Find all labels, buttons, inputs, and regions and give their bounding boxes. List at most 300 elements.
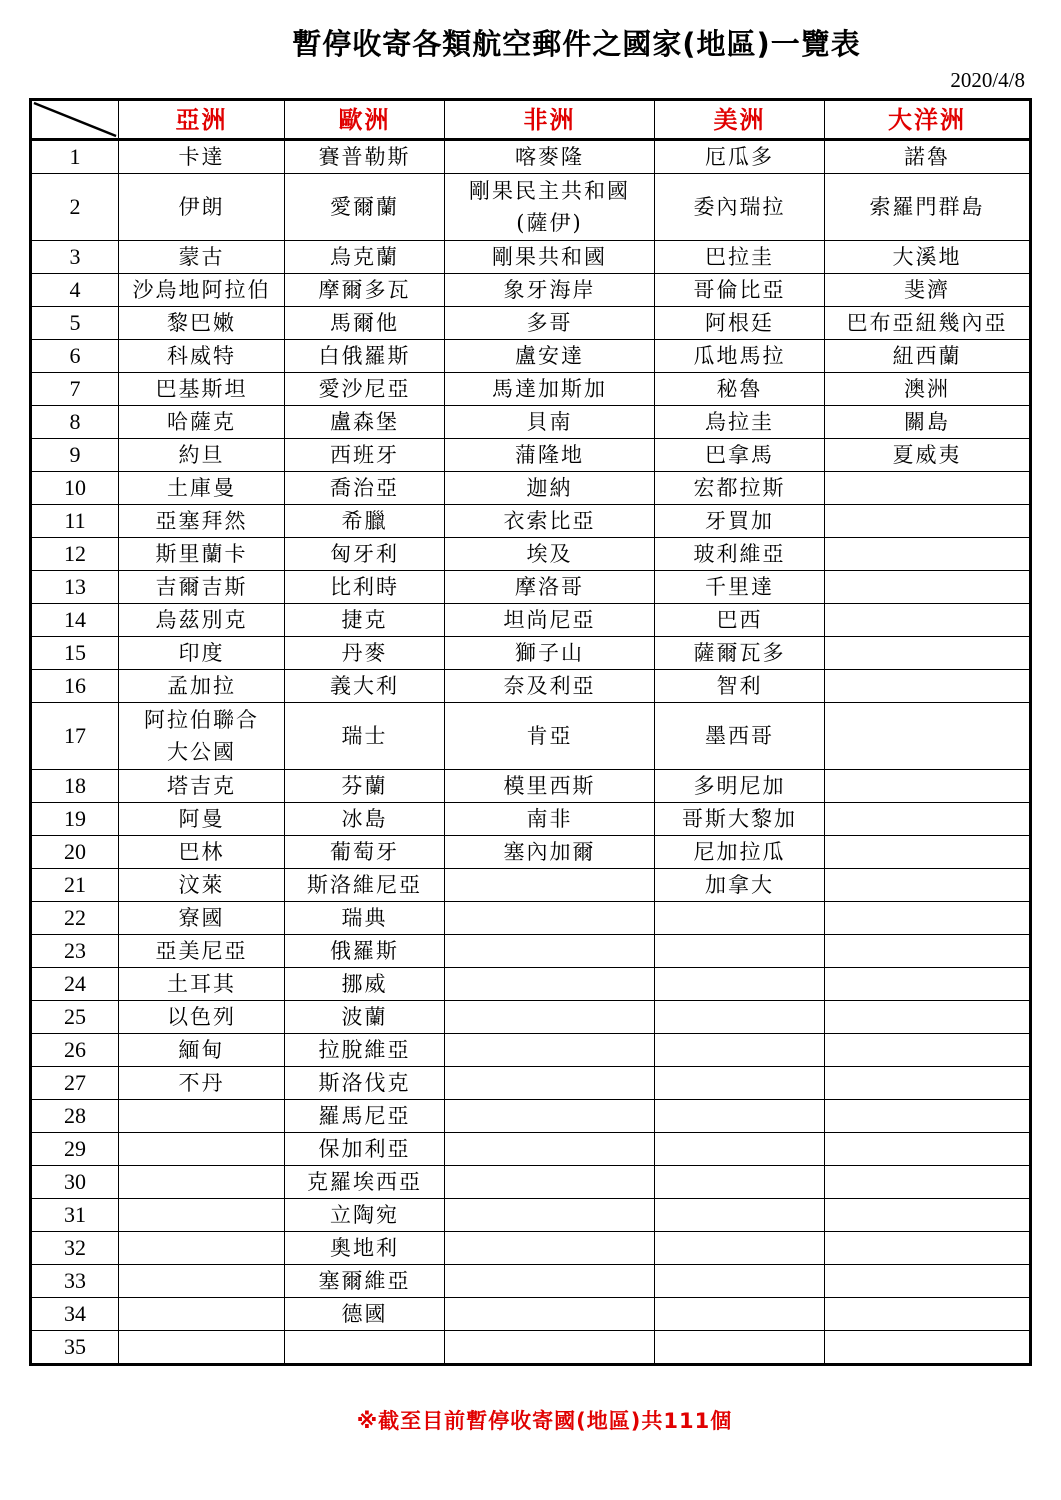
row-number <box>31 472 119 505</box>
cell-europe-text: 白俄羅斯 <box>318 344 411 368</box>
document-date: 2020/4/8 <box>950 68 1025 92</box>
row-number <box>31 439 119 472</box>
cell-america <box>655 140 825 174</box>
header-row <box>31 100 1031 140</box>
cell-america-text: 瓜地馬拉 <box>693 344 786 368</box>
cell-europe <box>285 241 445 274</box>
table-row <box>31 1199 1031 1232</box>
cell-europe-text: 斯洛伐克 <box>318 1071 411 1095</box>
row-number-text: 9 <box>69 442 81 467</box>
cell-asia <box>119 1133 285 1166</box>
row-number-text: 2 <box>69 194 81 219</box>
table-row <box>31 571 1031 604</box>
row-number <box>31 1100 119 1133</box>
cell-europe-text: 挪威 <box>341 972 388 996</box>
cell-africa <box>445 670 655 703</box>
cell-oceania-text: 大溪地 <box>892 245 962 269</box>
cell-europe-text: 義大利 <box>330 674 399 698</box>
cell-america <box>655 1034 825 1067</box>
row-number <box>31 406 119 439</box>
cell-asia-text: 沙烏地阿拉伯 <box>132 278 271 302</box>
table-row <box>31 373 1031 406</box>
cell-europe-text: 拉脫維亞 <box>318 1038 411 1062</box>
cell-africa <box>445 1199 655 1232</box>
cell-america <box>655 869 825 902</box>
cell-europe <box>285 505 445 538</box>
cell-america <box>655 935 825 968</box>
cell-america <box>655 1331 825 1365</box>
cell-oceania-text: 諾魯 <box>904 145 950 169</box>
row-number-text: 4 <box>69 277 81 302</box>
cell-asia <box>119 935 285 968</box>
row-number <box>31 274 119 307</box>
row-number-text: 26 <box>64 1037 86 1062</box>
cell-asia <box>119 505 285 538</box>
cell-africa <box>445 1298 655 1331</box>
cell-america-text: 尼加拉瓜 <box>693 840 786 864</box>
cell-africa-text: 埃及 <box>526 542 573 566</box>
header-america: 美洲 <box>655 100 825 140</box>
cell-africa <box>445 340 655 373</box>
cell-europe-text: 塞爾維亞 <box>318 1269 411 1293</box>
cell-europe <box>285 1232 445 1265</box>
row-number-text: 17 <box>64 723 86 748</box>
cell-africa <box>445 373 655 406</box>
cell-oceania <box>825 1232 1031 1265</box>
cell-asia-text: 土耳其 <box>167 972 236 996</box>
cell-europe <box>285 307 445 340</box>
table-row <box>31 174 1031 241</box>
cell-africa-text: 盧安達 <box>515 344 584 368</box>
cell-asia-text: 約旦 <box>178 443 225 467</box>
cell-america <box>655 1001 825 1034</box>
row-number <box>31 770 119 803</box>
cell-america-text: 多明尼加 <box>693 774 786 798</box>
cell-europe <box>285 571 445 604</box>
cell-asia-text: 土庫曼 <box>167 476 236 500</box>
cell-asia <box>119 472 285 505</box>
cell-africa-text-line2: (薩伊) <box>516 211 583 235</box>
cell-asia <box>119 1166 285 1199</box>
row-number <box>31 241 119 274</box>
cell-asia <box>119 770 285 803</box>
row-number <box>31 1199 119 1232</box>
cell-europe <box>285 968 445 1001</box>
title-text: 暫停收寄各類航空郵件之國家(地區)一覽表 <box>292 27 861 61</box>
cell-asia-text: 阿曼 <box>178 807 225 831</box>
cell-america-text: 巴西 <box>716 608 763 632</box>
cell-oceania-text: 索羅門群島 <box>869 195 985 219</box>
cell-europe-text: 瑞典 <box>341 906 388 930</box>
cell-asia-text: 科威特 <box>167 344 236 368</box>
cell-america <box>655 472 825 505</box>
cell-europe-text: 羅馬尼亞 <box>318 1104 411 1128</box>
table-row <box>31 670 1031 703</box>
cell-oceania <box>825 1100 1031 1133</box>
cell-oceania <box>825 439 1031 472</box>
cell-europe <box>285 140 445 174</box>
row-number <box>31 902 119 935</box>
cell-europe <box>285 935 445 968</box>
cell-america-text: 加拿大 <box>705 873 774 897</box>
page-title <box>0 22 1061 63</box>
table-row <box>31 869 1031 902</box>
cell-africa <box>445 1331 655 1365</box>
row-number <box>31 869 119 902</box>
row-number <box>31 505 119 538</box>
cell-america-text: 阿根廷 <box>705 311 774 335</box>
cell-africa <box>445 869 655 902</box>
row-number <box>31 703 119 770</box>
row-number-text: 20 <box>64 839 86 864</box>
cell-europe <box>285 1199 445 1232</box>
table-row <box>31 1265 1031 1298</box>
cell-asia-text: 以色列 <box>167 1005 236 1029</box>
cell-asia <box>119 538 285 571</box>
table-row <box>31 505 1031 538</box>
cell-america <box>655 439 825 472</box>
cell-europe <box>285 869 445 902</box>
cell-africa-text: 迦納 <box>526 476 573 500</box>
cell-oceania <box>825 803 1031 836</box>
cell-oceania <box>825 935 1031 968</box>
cell-asia <box>119 670 285 703</box>
cell-america-text: 牙買加 <box>705 509 774 533</box>
cell-africa <box>445 538 655 571</box>
cell-africa <box>445 439 655 472</box>
cell-europe <box>285 538 445 571</box>
row-number <box>31 1265 119 1298</box>
cell-africa-text: 貝南 <box>526 410 573 434</box>
cell-asia-text: 黎巴嫩 <box>167 311 236 335</box>
cell-africa <box>445 140 655 174</box>
cell-europe <box>285 803 445 836</box>
table-row <box>31 1133 1031 1166</box>
cell-asia <box>119 340 285 373</box>
row-number <box>31 1232 119 1265</box>
cell-europe-text: 斯洛維尼亞 <box>307 873 422 897</box>
cell-america-text: 秘魯 <box>716 377 763 401</box>
cell-asia <box>119 174 285 241</box>
corner-cell <box>31 100 119 140</box>
cell-europe <box>285 1034 445 1067</box>
table-row <box>31 538 1031 571</box>
cell-africa <box>445 406 655 439</box>
diagonal-line <box>32 101 118 138</box>
cell-europe-text: 丹麥 <box>341 641 388 665</box>
row-number <box>31 670 119 703</box>
cell-asia <box>119 968 285 1001</box>
cell-africa-text: 獅子山 <box>515 641 584 665</box>
cell-america <box>655 406 825 439</box>
cell-africa-text: 奈及利亞 <box>503 674 596 698</box>
cell-oceania <box>825 538 1031 571</box>
cell-asia-text: 不丹 <box>178 1071 225 1095</box>
cell-asia-text: 吉爾吉斯 <box>155 575 248 599</box>
row-number-text: 18 <box>64 773 86 798</box>
cell-oceania <box>825 1166 1031 1199</box>
cell-america <box>655 604 825 637</box>
cell-america <box>655 1265 825 1298</box>
row-number-text: 8 <box>69 409 81 434</box>
cell-oceania-text: 斐濟 <box>904 278 950 302</box>
cell-asia-text: 巴基斯坦 <box>155 377 248 401</box>
table-row <box>31 1001 1031 1034</box>
table-row <box>31 274 1031 307</box>
cell-oceania-text: 巴布亞紐幾內亞 <box>846 311 1008 335</box>
row-number-text: 11 <box>64 508 86 533</box>
cell-asia-text: 亞美尼亞 <box>155 939 248 963</box>
cell-europe-text: 愛沙尼亞 <box>318 377 411 401</box>
row-number-text: 28 <box>64 1103 86 1128</box>
cell-europe <box>285 1166 445 1199</box>
cell-america <box>655 770 825 803</box>
row-number-text: 6 <box>69 343 81 368</box>
cell-oceania <box>825 140 1031 174</box>
cell-africa <box>445 472 655 505</box>
cell-africa <box>445 1100 655 1133</box>
cell-asia-text: 印度 <box>178 641 225 665</box>
cell-asia <box>119 703 285 770</box>
cell-africa <box>445 637 655 670</box>
cell-america <box>655 1067 825 1100</box>
cell-europe-text: 波蘭 <box>341 1005 388 1029</box>
cell-africa-text: 剛果共和國 <box>492 245 607 269</box>
cell-america <box>655 1298 825 1331</box>
row-number <box>31 604 119 637</box>
header-oceania: 大洋洲 <box>825 100 1031 140</box>
cell-asia <box>119 140 285 174</box>
cell-africa-text: 南非 <box>526 807 573 831</box>
row-number <box>31 836 119 869</box>
cell-europe-text: 西班牙 <box>330 443 399 467</box>
row-number-text: 5 <box>69 310 81 335</box>
row-number-text: 22 <box>64 905 86 930</box>
cell-asia <box>119 307 285 340</box>
cell-america <box>655 1166 825 1199</box>
cell-america-text: 烏拉圭 <box>705 410 774 434</box>
row-number-text: 30 <box>64 1169 86 1194</box>
cell-asia-text: 孟加拉 <box>167 674 236 698</box>
cell-africa <box>445 571 655 604</box>
cell-asia-text: 伊朗 <box>178 195 225 219</box>
table-row <box>31 703 1031 770</box>
cell-america <box>655 505 825 538</box>
cell-europe <box>285 274 445 307</box>
cell-africa-text: 模里西斯 <box>503 774 596 798</box>
row-number-text: 16 <box>64 673 86 698</box>
cell-america <box>655 307 825 340</box>
cell-oceania <box>825 1034 1031 1067</box>
cell-oceania <box>825 968 1031 1001</box>
cell-africa <box>445 836 655 869</box>
table-row <box>31 1298 1031 1331</box>
table-row <box>31 406 1031 439</box>
table-row <box>31 472 1031 505</box>
cell-europe <box>285 1067 445 1100</box>
row-number <box>31 968 119 1001</box>
cell-africa <box>445 274 655 307</box>
cell-america-text: 委內瑞拉 <box>693 195 786 219</box>
cell-america <box>655 836 825 869</box>
cell-asia <box>119 1034 285 1067</box>
cell-asia-text-line2: 大公國 <box>167 740 236 764</box>
cell-europe <box>285 1133 445 1166</box>
row-number-text: 35 <box>64 1334 86 1359</box>
cell-europe-text: 德國 <box>341 1302 388 1326</box>
table-row <box>31 1166 1031 1199</box>
cell-oceania <box>825 1199 1031 1232</box>
cell-europe <box>285 902 445 935</box>
cell-america <box>655 1232 825 1265</box>
cell-america <box>655 1133 825 1166</box>
cell-asia <box>119 1100 285 1133</box>
row-number-text: 15 <box>64 640 86 665</box>
cell-america <box>655 670 825 703</box>
cell-asia-text: 卡達 <box>178 145 225 169</box>
cell-oceania <box>825 869 1031 902</box>
cell-europe-text: 馬爾他 <box>330 311 399 335</box>
table-row <box>31 1100 1031 1133</box>
cell-europe-text: 愛爾蘭 <box>330 195 399 219</box>
cell-oceania-text: 關島 <box>904 410 950 434</box>
cell-africa-text: 衣索比亞 <box>503 509 596 533</box>
cell-oceania <box>825 406 1031 439</box>
footnote-text: ※截至目前暫停收寄國(地區)共111個 <box>356 1409 733 1433</box>
cell-europe-text: 盧森堡 <box>330 410 399 434</box>
cell-oceania <box>825 604 1031 637</box>
table-row <box>31 1067 1031 1100</box>
table-row <box>31 935 1031 968</box>
cell-africa <box>445 241 655 274</box>
row-number-text: 34 <box>64 1301 86 1326</box>
row-number-text: 33 <box>64 1268 86 1293</box>
row-number-text: 1 <box>69 144 81 169</box>
cell-europe-text: 葡萄牙 <box>330 840 399 864</box>
cell-asia <box>119 373 285 406</box>
row-number <box>31 340 119 373</box>
table-row <box>31 1232 1031 1265</box>
cell-asia <box>119 1067 285 1100</box>
cell-europe-text: 立陶宛 <box>330 1203 399 1227</box>
row-number-text: 14 <box>64 607 86 632</box>
cell-oceania <box>825 637 1031 670</box>
cell-europe-text: 冰島 <box>341 807 388 831</box>
row-number-text: 21 <box>64 872 86 897</box>
row-number-text: 7 <box>69 376 81 401</box>
row-number-text: 12 <box>64 541 86 566</box>
cell-oceania <box>825 1001 1031 1034</box>
cell-africa <box>445 935 655 968</box>
cell-africa-text: 喀麥隆 <box>515 145 584 169</box>
cell-america <box>655 637 825 670</box>
row-number <box>31 1067 119 1100</box>
cell-oceania <box>825 1265 1031 1298</box>
cell-america-text: 宏都拉斯 <box>693 476 786 500</box>
cell-asia-text: 亞塞拜然 <box>155 509 248 533</box>
table-row <box>31 241 1031 274</box>
cell-europe <box>285 770 445 803</box>
cell-oceania-text: 紐西蘭 <box>892 344 962 368</box>
cell-asia <box>119 1265 285 1298</box>
row-number-text: 31 <box>64 1202 86 1227</box>
row-number <box>31 803 119 836</box>
cell-europe-text: 比利時 <box>330 575 399 599</box>
cell-america-text: 哥倫比亞 <box>693 278 786 302</box>
cell-oceania <box>825 174 1031 241</box>
cell-europe <box>285 340 445 373</box>
cell-europe-text: 匈牙利 <box>330 542 399 566</box>
cell-asia-text: 巴林 <box>178 840 225 864</box>
cell-europe <box>285 406 445 439</box>
row-number-text: 13 <box>64 574 86 599</box>
cell-asia <box>119 1331 285 1365</box>
cell-asia <box>119 274 285 307</box>
cell-europe <box>285 1001 445 1034</box>
cell-america <box>655 538 825 571</box>
table-header <box>31 100 1031 140</box>
table-row <box>31 803 1031 836</box>
cell-asia <box>119 604 285 637</box>
cell-oceania <box>825 274 1031 307</box>
cell-europe <box>285 703 445 770</box>
row-number <box>31 174 119 241</box>
cell-asia <box>119 241 285 274</box>
cell-africa <box>445 1001 655 1034</box>
cell-africa <box>445 1166 655 1199</box>
cell-asia-text: 哈薩克 <box>167 410 236 434</box>
row-number-text: 32 <box>64 1235 86 1260</box>
cell-europe <box>285 637 445 670</box>
row-number <box>31 538 119 571</box>
row-number <box>31 935 119 968</box>
cell-europe-text: 烏克蘭 <box>330 245 399 269</box>
table-row <box>31 770 1031 803</box>
cell-oceania <box>825 1331 1031 1365</box>
table-row <box>31 604 1031 637</box>
table-row <box>31 307 1031 340</box>
cell-america <box>655 1199 825 1232</box>
cell-africa <box>445 1133 655 1166</box>
table-row <box>31 836 1031 869</box>
row-number-text: 25 <box>64 1004 86 1029</box>
row-number <box>31 1166 119 1199</box>
row-number <box>31 1133 119 1166</box>
cell-oceania <box>825 505 1031 538</box>
cell-asia-text: 阿拉伯聯合 <box>144 708 259 732</box>
cell-europe-text: 捷克 <box>341 608 388 632</box>
row-number-text: 29 <box>64 1136 86 1161</box>
cell-asia <box>119 1298 285 1331</box>
cell-europe-text: 喬治亞 <box>330 476 399 500</box>
cell-asia <box>119 439 285 472</box>
cell-oceania <box>825 373 1031 406</box>
footnote <box>0 1405 1061 1435</box>
cell-america <box>655 968 825 1001</box>
cell-africa <box>445 770 655 803</box>
header-asia: 亞洲 <box>119 100 285 140</box>
table-row <box>31 340 1031 373</box>
cell-america <box>655 241 825 274</box>
cell-asia <box>119 836 285 869</box>
row-number-text: 27 <box>64 1070 86 1095</box>
cell-asia <box>119 1001 285 1034</box>
cell-asia-text: 斯里蘭卡 <box>155 542 248 566</box>
row-number-text: 10 <box>64 475 86 500</box>
cell-asia <box>119 1232 285 1265</box>
cell-africa <box>445 1034 655 1067</box>
table-body <box>31 140 1031 1365</box>
